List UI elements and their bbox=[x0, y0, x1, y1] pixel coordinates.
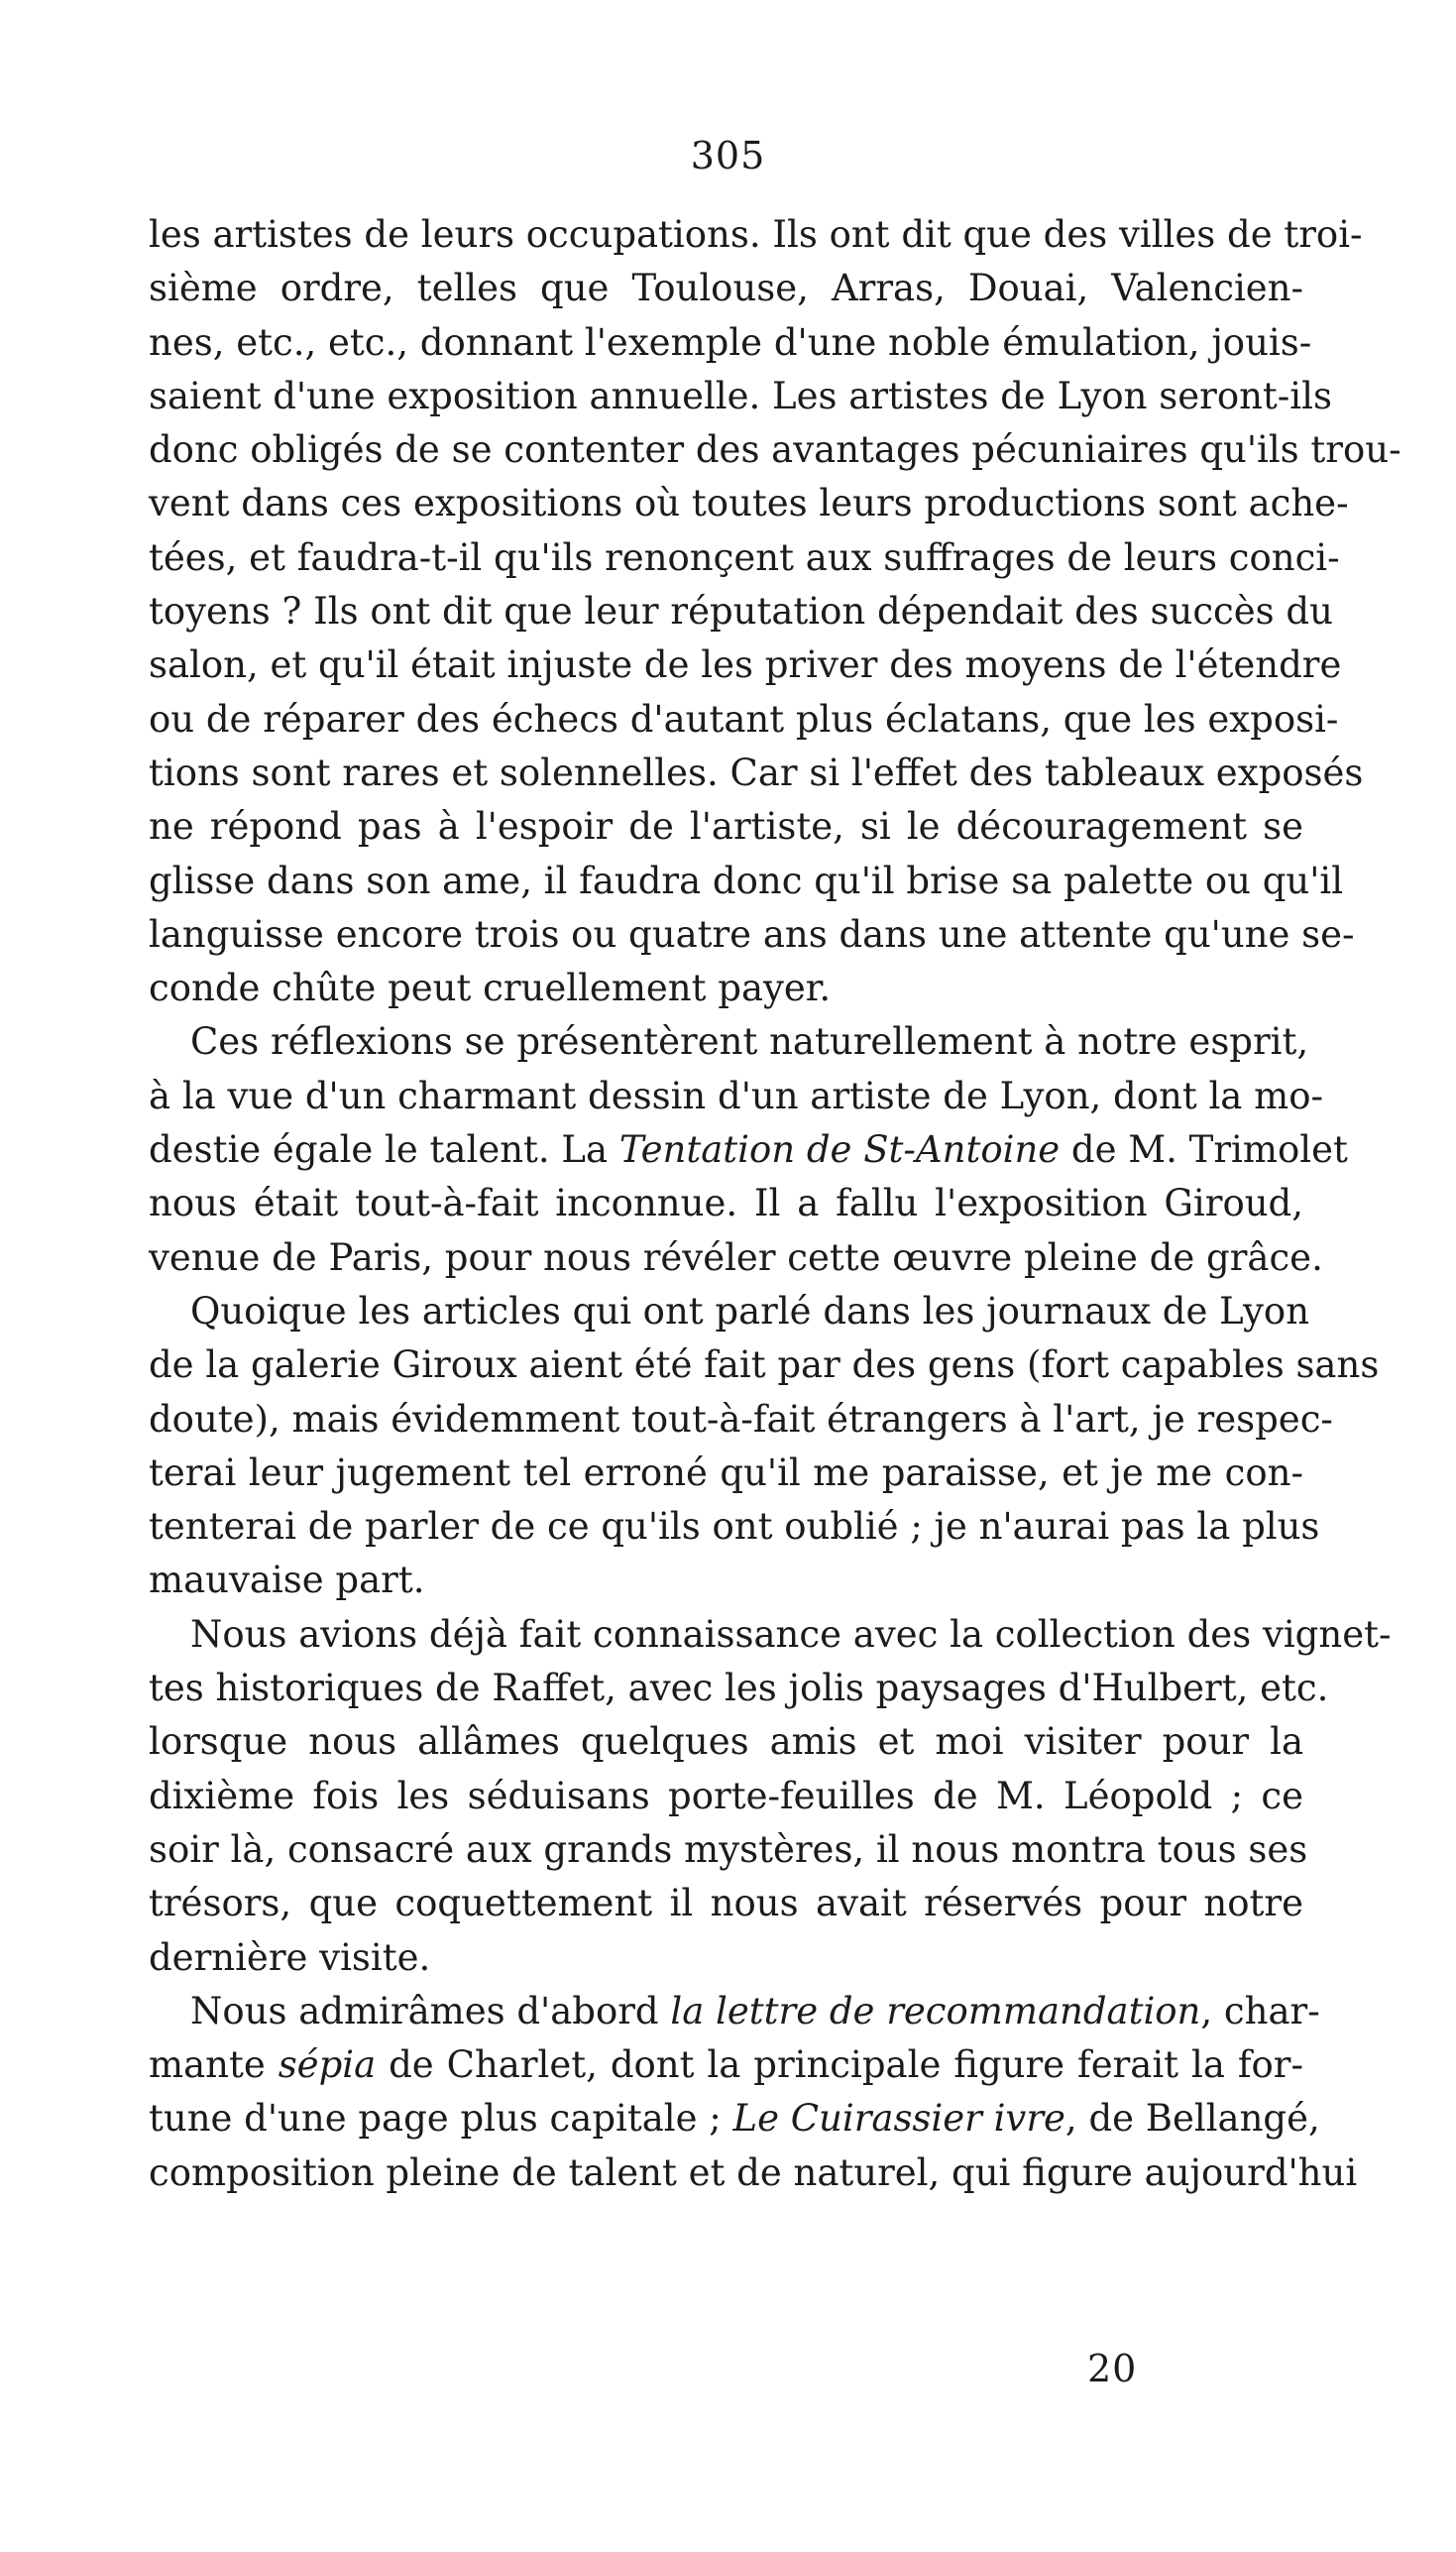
text-line: composition pleine de talent et de naturel, qui figure aujourd'hui bbox=[149, 2150, 1358, 2194]
text-run: , de Bellangé, bbox=[1064, 2097, 1320, 2141]
text-line: donc obligés de se contenter des avantages pécuniaires qu'ils trou- bbox=[149, 428, 1401, 472]
text-line: tenterai de parler de ce qu'ils ont oublié ; je n'aurai pas la plus bbox=[149, 1505, 1320, 1549]
artwork-title: la lettre de recommandation bbox=[670, 1989, 1201, 2032]
paragraph-2 bbox=[149, 1015, 1348, 1284]
text-line: languisse encore trois ou quatre ans dans une attente qu'une se- bbox=[149, 912, 1355, 956]
text-run: de Charlet, dont la principale figure ferait la for- bbox=[376, 2043, 1303, 2087]
text-line: dernière visite. bbox=[149, 1935, 431, 1979]
paragraph-1 bbox=[149, 208, 1401, 1015]
text-line: venue de Paris, pour nous révéler cette œuvre pleine de grâce. bbox=[149, 1235, 1323, 1279]
text-line: Ces réflexions se présentèrent naturellement à notre esprit, bbox=[190, 1020, 1309, 1064]
text-line: de la galerie Giroux aient été fait par des gens (fort capables sans bbox=[149, 1343, 1380, 1387]
text-line: glisse dans son ame, il faudra donc qu'il brise sa palette ou qu'il bbox=[149, 859, 1344, 902]
text-line: saient d'une exposition annuelle. Les artistes de Lyon seront-ils bbox=[149, 374, 1332, 417]
text-line-mixed bbox=[149, 2092, 1320, 2146]
paragraph-3 bbox=[149, 1285, 1380, 1608]
text-line: Quoique les articles qui ont parlé dans les journaux de Lyon bbox=[190, 1289, 1310, 1333]
text-line: ou de réparer des échecs d'autant plus éclatans, que les exposi- bbox=[149, 697, 1339, 741]
text-line: sième ordre, telles que Toulouse, Arras, Douai, Valencien- bbox=[149, 267, 1303, 310]
text-line: mauvaise part. bbox=[149, 1559, 425, 1602]
text-run: mante bbox=[149, 2043, 279, 2087]
body-text bbox=[149, 208, 1401, 2200]
text-run: , char- bbox=[1200, 1989, 1320, 2032]
text-line: vent dans ces expositions où toutes leurs productions sont ache- bbox=[149, 482, 1349, 525]
signature-mark: 20 bbox=[1087, 2347, 1138, 2390]
text-run: tune d'une page plus capitale ; bbox=[149, 2097, 733, 2141]
text-line-mixed bbox=[149, 1985, 1320, 2038]
text-line: les artistes de leurs occupations. Ils ont dit que des villes de troi- bbox=[149, 213, 1363, 256]
paragraph-5 bbox=[149, 1985, 1358, 2200]
text-line: à la vue d'un charmant dessin d'un artiste de Lyon, dont la mo- bbox=[149, 1074, 1323, 1117]
text-line: terai leur jugement tel erroné qu'il me paraisse, et je me con- bbox=[149, 1450, 1303, 1494]
artwork-title: Tentation de St-Antoine bbox=[618, 1128, 1061, 1172]
text-line: lorsque nous allâmes quelques amis et moi visiter pour la bbox=[149, 1720, 1303, 1764]
artwork-title: Le Cuirassier ivre bbox=[732, 2097, 1065, 2141]
text-line: toyens ? Ils ont dit que leur réputation dépendait des succès du bbox=[149, 590, 1333, 634]
paragraph-4 bbox=[149, 1608, 1392, 1985]
text-line: tes historiques de Raffet, avec les jolis paysages d'Hulbert, etc. bbox=[149, 1667, 1329, 1710]
text-line: tions sont rares et solennelles. Car si l'effet des tableaux exposés bbox=[149, 751, 1364, 794]
text-run: de M. Trimolet bbox=[1060, 1128, 1348, 1172]
technique-term: sépia bbox=[278, 2043, 377, 2087]
text-line: ne répond pas à l'espoir de l'artiste, si le découragement se bbox=[149, 805, 1303, 849]
text-line: doute), mais évidemment tout-à-fait étrangers à l'art, je respec- bbox=[149, 1397, 1333, 1441]
text-line: nes, etc., etc., donnant l'exemple d'une noble émulation, jouis- bbox=[149, 320, 1312, 364]
text-line: nous était tout-à-fait inconnue. Il a fallu l'exposition Giroud, bbox=[149, 1182, 1303, 1225]
text-line: tées, et faudra-t-il qu'ils renonçent aux suffrages de leurs conci- bbox=[149, 535, 1340, 579]
text-line: Nous avions déjà fait connaissance avec la collection des vignet- bbox=[190, 1612, 1392, 1656]
text-line: salon, et qu'il était injuste de les priver des moyens de l'étendre bbox=[149, 643, 1342, 687]
text-line: conde chûte peut cruellement payer. bbox=[149, 967, 832, 1010]
text-line: trésors, que coquettement il nous avait réservés pour notre bbox=[149, 1882, 1303, 1925]
text-line: dixième fois les séduisans porte-feuilles de M. Léopold ; ce bbox=[149, 1774, 1303, 1817]
text-line: soir là, consacré aux grands mystères, il nous montra tous ses bbox=[149, 1827, 1308, 1871]
text-run: destie égale le talent. La bbox=[149, 1128, 619, 1172]
text-run: Nous admirâmes d'abord bbox=[190, 1989, 671, 2032]
page-number: 305 bbox=[690, 134, 766, 177]
text-line-mixed bbox=[149, 1123, 1348, 1177]
text-line-mixed bbox=[149, 2038, 1303, 2092]
